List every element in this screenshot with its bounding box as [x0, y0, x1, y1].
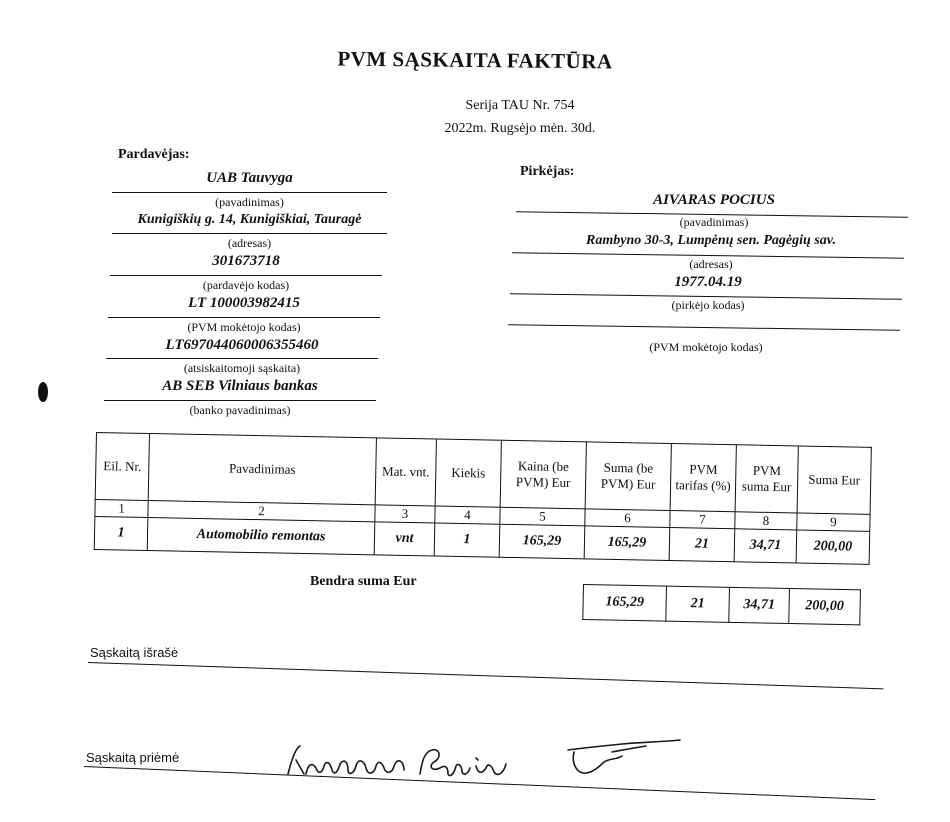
seller-vat-code: LT 100003982415 [188, 295, 300, 311]
seller-code-line [110, 275, 382, 276]
document-title: PVM SĄSKAITA FAKTŪRA [337, 46, 613, 74]
issued-by-line [88, 662, 884, 689]
column-number: 4 [435, 506, 500, 524]
item-vat-rate: 21 [669, 528, 735, 562]
item-quantity: 1 [434, 523, 500, 557]
item-total: 200,00 [796, 530, 870, 564]
column-number: 6 [585, 509, 670, 528]
issued-by-label: Sąskaitą išrašė [90, 645, 179, 660]
total-sum-excl-vat: 165,29 [583, 585, 667, 622]
column-number: 3 [375, 505, 435, 523]
seller-heading: Pardavėjas: [118, 147, 190, 162]
column-number: 5 [500, 507, 585, 526]
item-name: Automobilio remontas [147, 518, 375, 555]
buyer-signature [282, 738, 702, 784]
header-cell: PVM tarifas (%) [670, 444, 736, 512]
header-cell: Eil. Nr. [95, 433, 149, 501]
column-number: 7 [670, 511, 735, 529]
seller-vat-caption: (PVM mokėtojo kodas) [187, 320, 301, 334]
item-price: 165,29 [499, 524, 585, 559]
buyer-name-caption: (pavadinimas) [679, 215, 749, 229]
total-amount: 200,00 [789, 588, 861, 624]
seller-account: LT697044060006355460 [165, 337, 319, 353]
column-number: 1 [95, 499, 148, 517]
header-cell: Kaina (be PVM) Eur [500, 440, 586, 509]
seller-name: UAB Tauvyga [206, 170, 293, 186]
invoice-date: 2022m. Rugsėjo mėn. 30d. [444, 121, 596, 136]
header-cell: PVM suma Eur [735, 445, 798, 513]
header-cell: Suma Eur [797, 446, 871, 514]
column-number: 9 [797, 513, 870, 531]
buyer-vat-line [508, 324, 900, 330]
header-cell: Mat. vnt. [375, 438, 436, 506]
item-unit: vnt [374, 522, 435, 556]
buyer-code: 1977.04.19 [674, 274, 742, 290]
seller-name-caption: (pavadinimas) [215, 195, 284, 209]
invoice-series: Serija TAU Nr. 754 [465, 98, 575, 113]
buyer-heading: Pirkėjas: [520, 164, 575, 179]
total-vat-rate: 21 [666, 586, 730, 622]
punch-hole-mark [38, 382, 48, 402]
total-label: Bendra suma Eur [310, 574, 417, 589]
seller-bank-caption: (banko pavadinimas) [189, 403, 291, 417]
header-cell: Kiekis [435, 439, 501, 507]
total-vat-amount: 34,71 [729, 587, 790, 623]
seller-address-line [112, 233, 387, 234]
seller-code: 301673718 [212, 253, 280, 269]
buyer-address-caption: (adresas) [689, 257, 733, 271]
seller-account-caption: (atsiskaitomoji sąskaita) [183, 361, 301, 375]
seller-name-line [112, 192, 387, 193]
header-cell: Pavadinimas [148, 434, 376, 505]
item-vat-amount: 34,71 [734, 529, 797, 563]
column-number: 2 [148, 501, 375, 522]
received-by-label: Sąskaitą priėmė [86, 750, 180, 765]
invoice-items-table [94, 432, 872, 565]
seller-address-caption: (adresas) [227, 236, 272, 250]
totals-row [583, 585, 861, 625]
buyer-vat-caption: (PVM mokėtojo kodas) [649, 340, 763, 354]
column-number: 8 [735, 512, 797, 530]
seller-account-line [106, 358, 378, 359]
seller-code-caption: (pardavėjo kodas) [202, 278, 290, 292]
buyer-code-caption: (pirkėjo kodas) [671, 298, 745, 312]
seller-vat-line [108, 317, 380, 318]
item-sum-excl-vat: 165,29 [584, 526, 670, 561]
seller-address: Kunigiškių g. 14, Kunigiškiai, Tauragė [137, 212, 362, 227]
totals-table [582, 584, 861, 625]
buyer-address: Rambyno 30-3, Lumpėnų sen. Pagėgių sav. [586, 233, 836, 248]
seller-bank-line [104, 400, 376, 401]
buyer-name: AIVARAS POCIUS [653, 192, 775, 208]
seller-bank: AB SEB Vilniaus bankas [162, 378, 318, 394]
header-cell: Suma (be PVM) Eur [585, 442, 671, 511]
row-number: 1 [94, 516, 148, 550]
